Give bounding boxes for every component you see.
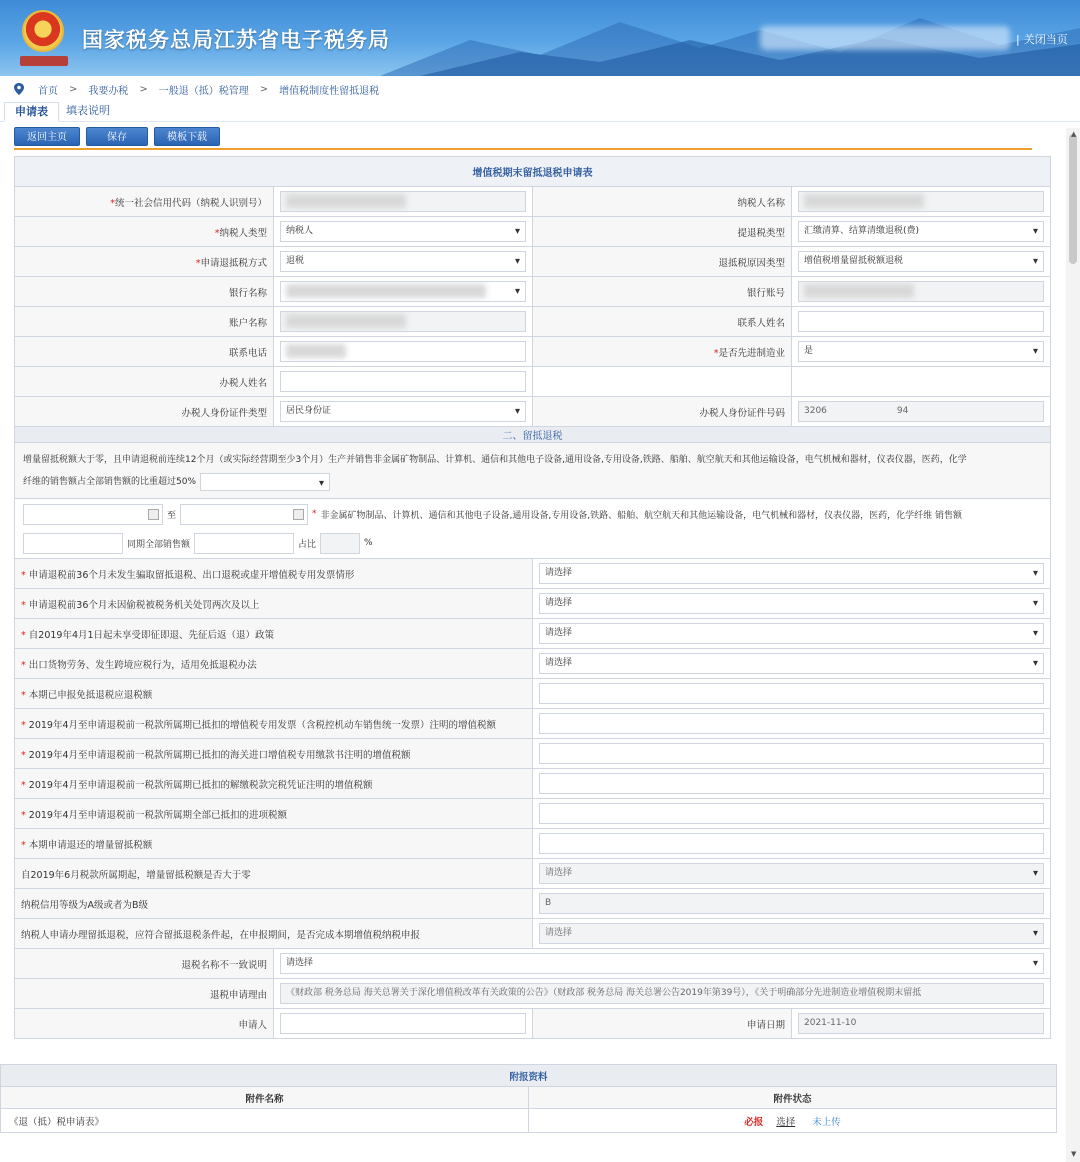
answer-select[interactable]: 请选择 ▾ <box>539 623 1044 644</box>
question-row <box>15 919 1051 949</box>
bank-name-select[interactable] <box>280 281 526 302</box>
field-label: 办税人身份证件号码 <box>533 397 792 427</box>
breadcrumb <box>0 78 1080 100</box>
field-label: 申请人 <box>15 1009 274 1039</box>
field-label: *纳税人类型 <box>15 217 274 247</box>
question-row <box>15 709 1051 739</box>
question-row <box>15 679 1051 709</box>
question-label: * 2019年4月至申请退税前一税款所属期已抵扣的海关进口增值税专用缴款书注明的增值税额 <box>15 739 533 769</box>
refund-reason-input[interactable]: 《财政部 税务总局 海关总署关于深化增值税改革有关政策的公告》（财政部 税务总局 海关总署公告2019年第39号），《关于明确部分先进制造业增值税期末留抵 <box>280 983 1044 1004</box>
breadcrumb-separator: > <box>139 83 148 95</box>
percent-label: % <box>364 538 373 548</box>
calendar-icon <box>148 509 159 520</box>
field-label: 联系电话 <box>15 337 274 367</box>
question-label: * 2019年4月至申请退税前一税款所属期全部已抵扣的进项税额 <box>15 799 533 829</box>
field-label: 办税人身份证件类型 <box>15 397 274 427</box>
field-label: 办税人姓名 <box>15 367 274 397</box>
question-label: * 自2019年4月1日起未享受即征即退、先征后返（退）政策 <box>15 619 533 649</box>
required-badge: 必报 <box>744 1116 764 1128</box>
refund-method-select[interactable]: 退税 ▾ <box>280 251 526 272</box>
question-row <box>15 799 1051 829</box>
field-label: 申请日期 <box>533 1009 792 1039</box>
to-label: 至 <box>167 510 177 521</box>
question-row <box>15 859 1051 889</box>
form-row <box>15 1009 1051 1039</box>
template-download-button[interactable]: 模板下载 <box>154 127 220 146</box>
tab-filling-instructions[interactable]: 填表说明 <box>66 104 110 117</box>
answer-input[interactable] <box>539 773 1044 794</box>
field-label: 银行账号 <box>533 277 792 307</box>
credit-code-input[interactable] <box>280 191 526 212</box>
question-rows <box>15 559 1051 949</box>
breadcrumb-current: 增值税制度性留抵退税 <box>279 85 380 97</box>
breadcrumb-home[interactable]: 首页 <box>38 85 58 97</box>
question-label: * 2019年4月至申请退税前一税款所属期已抵扣的解缴税款完税凭证注明的增值税额 <box>15 769 533 799</box>
scroll-up-icon[interactable]: ▲ <box>1071 130 1077 138</box>
form-row <box>15 367 1051 397</box>
form-row <box>15 337 1051 367</box>
table-row <box>1 1109 1057 1133</box>
close-page-link[interactable]: | 关闭当页 <box>1016 33 1068 46</box>
form-row <box>15 187 1051 217</box>
sales-category-text: 非金属矿物制品、计算机、通信和其他电子设备,通用设备,专用设备,铁路、船舶、航空航天和其他运输设备，电气机械和器材，仪表仪器，医药，化学纤维 销售额 <box>320 510 962 521</box>
field-label: *是否先进制造业 <box>533 337 792 367</box>
answer-input[interactable] <box>539 833 1044 854</box>
id-number-prefix: 3206 <box>804 406 827 416</box>
form-row <box>15 443 1051 499</box>
tab-application-form[interactable]: 申请表 <box>4 102 59 122</box>
answer-select[interactable]: 请选择 ▾ <box>539 923 1044 944</box>
column-header: 附件名称 <box>1 1087 529 1109</box>
id-number-input[interactable] <box>798 401 1044 422</box>
redacted-value <box>286 344 346 358</box>
condition-text: 增量留抵税额大于零，且申请退税前连续12个月（或实际经营期至少3个月）生产并销售非金属矿物制品、计算机、通信和其他电子设备,通用设备,专用设备,铁路、船舶、航空航天和其他运输设备，电气机械和器材，仪表仪器，医药，化学 <box>23 454 967 465</box>
answer-select[interactable]: 请选择 ▾ <box>539 653 1044 674</box>
answer-input[interactable]: B <box>539 893 1044 914</box>
field-label: 纳税人名称 <box>533 187 792 217</box>
select-file-link[interactable]: 选择 <box>776 1116 796 1128</box>
applicant-input[interactable] <box>280 1013 526 1034</box>
period-end-date-input[interactable] <box>180 504 308 525</box>
handler-name-input[interactable] <box>280 371 526 392</box>
advanced-manufacturing-select[interactable]: 是 ▾ <box>798 341 1044 362</box>
question-row <box>15 619 1051 649</box>
question-row <box>15 649 1051 679</box>
period-start-date-input[interactable] <box>23 504 163 525</box>
question-row <box>15 589 1051 619</box>
page-scrollbar[interactable] <box>1066 128 1080 1162</box>
form-row <box>15 979 1051 1009</box>
question-row <box>15 739 1051 769</box>
question-label: * 本期申请退还的增量留抵税额 <box>15 829 533 859</box>
application-date-input[interactable]: 2021-11-10 <box>798 1013 1044 1034</box>
form-row <box>15 949 1051 979</box>
breadcrumb-tax-tasks[interactable]: 我要办税 <box>88 85 129 97</box>
category-sales-input[interactable] <box>23 533 123 554</box>
question-row <box>15 889 1051 919</box>
scroll-down-icon[interactable]: ▼ <box>1071 1150 1077 1158</box>
attachments-table <box>0 1064 1057 1133</box>
redacted-value <box>286 284 486 298</box>
answer-select[interactable]: 请选择 ▾ <box>539 863 1044 884</box>
return-home-button[interactable]: 返回主页 <box>14 127 80 146</box>
ratio-input[interactable] <box>320 533 360 554</box>
refund-type-select[interactable]: 汇缴清算、结算清缴退税(费) ▾ <box>798 221 1044 242</box>
question-label: * 申请退税前36个月未因偷税被税务机关处罚两次及以上 <box>15 589 533 619</box>
field-label: 账户名称 <box>15 307 274 337</box>
contact-name-input[interactable] <box>798 311 1044 332</box>
form-row <box>15 397 1051 427</box>
field-label: 退税名称不一致说明 <box>15 949 274 979</box>
field-label: 银行名称 <box>15 277 274 307</box>
close-page-label: 关闭当页 <box>1023 33 1068 46</box>
tax-slogan-logo <box>20 56 68 66</box>
redacted-value <box>286 194 406 208</box>
redacted-value <box>804 194 924 208</box>
field-label: 提退税类型 <box>533 217 792 247</box>
column-header: 附件状态 <box>529 1087 1057 1109</box>
question-label: 纳税信用等级为A级或者为B级 <box>15 889 533 919</box>
answer-select[interactable]: 请选择 ▾ <box>539 593 1044 614</box>
question-row <box>15 769 1051 799</box>
user-info-redacted <box>760 26 1010 50</box>
tab-bar <box>0 102 1080 122</box>
taxpayer-type-select[interactable]: 纳税人 ▾ <box>280 221 526 242</box>
location-pin-icon <box>14 83 24 95</box>
field-label: 退抵税原因类型 <box>533 247 792 277</box>
answer-input[interactable] <box>539 683 1044 704</box>
answer-input[interactable] <box>539 803 1044 824</box>
tax-emblem-icon <box>22 10 64 52</box>
scrollbar-thumb[interactable] <box>1069 134 1077 264</box>
answer-input[interactable] <box>539 743 1044 764</box>
redacted-value <box>286 314 406 328</box>
section-heading: 二、留抵退税 <box>15 427 1051 443</box>
question-label: * 本期已申报免抵退税应退税额 <box>15 679 533 709</box>
question-row <box>15 559 1051 589</box>
form-row <box>15 247 1051 277</box>
answer-input[interactable] <box>539 713 1044 734</box>
question-row <box>15 829 1051 859</box>
divider <box>14 148 1032 150</box>
name-mismatch-select[interactable]: 请选择 ▾ <box>280 953 1044 974</box>
form-row <box>15 277 1051 307</box>
question-label: 纳税人申请办理留抵退税，应符合留抵退税条件起，在申报期间，是否完成本期增值税纳税申报 <box>15 919 533 949</box>
refund-reason-type-select[interactable]: 增值税增量留抵税额退税 ▾ <box>798 251 1044 272</box>
total-sales-input[interactable] <box>194 533 294 554</box>
breadcrumb-separator: > <box>69 83 78 95</box>
upload-status: 未上传 <box>812 1116 841 1128</box>
contact-phone-input[interactable] <box>280 341 526 362</box>
form-row: 至 * 非金属矿物制品、计算机、通信和其他电子设备,通用设备,专用设备,铁路、船舶、航空航天和其他运输设备，电气机械和器材，仪表仪器，医药，化学纤维 销售额 同期全部销售额 占比 % <box>15 499 1051 559</box>
field-label: *申请退抵税方式 <box>15 247 274 277</box>
question-label: 自2019年6月税款所属期起，增量留抵税额是否大于零 <box>15 859 533 889</box>
taxpayer-name-input[interactable] <box>798 191 1044 212</box>
breadcrumb-separator: > <box>259 83 269 95</box>
form-row <box>15 307 1051 337</box>
save-button[interactable]: 保存 <box>86 127 148 146</box>
toolbar <box>14 127 220 146</box>
attachment-name: 《退（抵）税申请表》 <box>1 1109 529 1133</box>
site-header <box>0 0 1080 76</box>
question-label: * 出口货物劳务、发生跨境应税行为，适用免抵退税办法 <box>15 649 533 679</box>
breadcrumb-refund-management[interactable]: 一般退（抵）税管理 <box>158 85 249 97</box>
question-label: * 申请退税前36个月未发生骗取留抵退税、出口退税或虚开增值税专用发票情形 <box>15 559 533 589</box>
answer-select[interactable]: 请选择 ▾ <box>539 563 1044 584</box>
question-label: * 2019年4月至申请退税前一税款所属期已抵扣的增值税专用发票（含税控机动车销售统一发票）注明的增值税额 <box>15 709 533 739</box>
redacted-value <box>804 284 914 298</box>
id-number-suffix: 94 <box>896 406 909 416</box>
calendar-icon <box>293 509 304 520</box>
field-label: 联系人姓名 <box>533 307 792 337</box>
refund-application-form <box>14 156 1051 1039</box>
bank-account-input[interactable] <box>798 281 1044 302</box>
id-type-select[interactable]: 居民身份证 ▾ <box>280 401 526 422</box>
ratio-label: 占比 <box>298 539 317 550</box>
condition-text-continued: 纤维的销售额占全部销售额的比重超过50% <box>23 476 197 487</box>
field-label: *统一社会信用代码（纳税人识别号） <box>15 187 274 217</box>
ratio-over-50-select[interactable] <box>200 473 330 491</box>
field-label: 退税申请理由 <box>15 979 274 1009</box>
form-caption: 增值税期末留抵退税申请表 <box>15 157 1051 187</box>
form-row <box>15 217 1051 247</box>
attachments-caption: 附报资料 <box>1 1065 1057 1087</box>
site-title: 国家税务总局江苏省电子税务局 <box>82 28 390 52</box>
account-name-input[interactable] <box>280 311 526 332</box>
total-sales-label: 同期全部销售额 <box>127 539 191 550</box>
